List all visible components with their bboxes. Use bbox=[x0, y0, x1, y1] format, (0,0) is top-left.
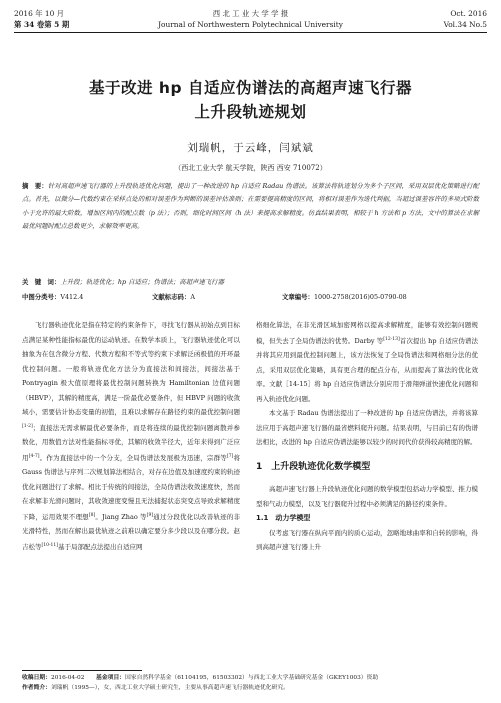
right-text-1: 格细化算法，在非光滑区域加密网格以提高求解精度，能够有效控制问题规模，但失去了全局伪谱法的优势。Darby 等 bbox=[256, 321, 478, 345]
keywords bbox=[22, 276, 479, 288]
intro-paragraph bbox=[22, 318, 240, 555]
journal-name-cn: 西 北 工 业 大 学 学 报 bbox=[212, 9, 289, 18]
header-date: 2016 年 10 月 bbox=[14, 9, 65, 18]
header-right bbox=[444, 8, 487, 30]
body-column-left bbox=[22, 318, 240, 555]
model-paragraph: 高超声速飞行器上升段轨迹优化问题的数学模型包括动力学模型、推力模型和气动力模型，以及飞行器爬升过程中必须满足的路径约束条件。 bbox=[256, 485, 478, 508]
ref-12-13: [12-13] bbox=[383, 336, 400, 342]
journal-name-en: Journal of Northwestern Polytechnical University bbox=[158, 20, 343, 29]
intro-text-3: 。作为直接法中的一个分支，全局伪谱法发展极为迅速，宗群等 bbox=[39, 453, 227, 462]
doc-code-value: A bbox=[190, 293, 195, 301]
author-bio-label: 作者简介： bbox=[22, 685, 51, 691]
header-rule bbox=[14, 32, 487, 33]
footnote bbox=[22, 673, 479, 693]
intro-text-6: 通过分段优化以改善轨迹的非光滑特性，然而在解出最优轨迹之前难以确定要分多少段以及在哪分段。赵吉松等 bbox=[22, 512, 241, 552]
ref-10-11: [10-11] bbox=[41, 542, 58, 548]
author-bio-text: 刘瑞帆（1995—），女，西北工业大学硕士研究生，主要从事高超声速飞行器轨迹优化研究。 bbox=[51, 685, 289, 691]
intro-text-4: 将 Gauss 伪谱法与序列二次规划算法相结合，对存在边值及加速度约束的轨迹优化问题进行了求解。相比于传统的间接法，全局伪谱法收敛速度快，然而在求解非光滑问题时，其收敛速度变慢且无法捕捉状态突变点导致求解精度下降，运用效果不理想 bbox=[22, 453, 241, 521]
header-date-en: Oct. 2016 bbox=[450, 9, 487, 18]
keywords-label: 关 键 词： bbox=[22, 278, 61, 286]
intro-text-2: ；直接法无需求解最优必要条件，而是将连续的最优控制问题离散并参数化，用数值方法对性能指标寻优，其解的收敛半径大，近年来得到广泛应用 bbox=[22, 423, 240, 462]
intro-text-5: 。Jiang Zhao 等 bbox=[95, 512, 147, 521]
footnote-line-2 bbox=[22, 683, 479, 693]
fund-label: 基金项目： bbox=[96, 675, 126, 681]
contribution-paragraph: 本文基于 Radau 伪谱法提出了一种改进的 hp 自适应伪谱法，并将该算法应用于高超声速飞行器的最省燃料爬升问题。结果表明，与目前已有的伪谱法相比，改进的 hp 自适应伪谱法能够以较少的时间代价获得较高精度的解。 bbox=[256, 409, 478, 447]
footnote-rule bbox=[22, 670, 142, 671]
ref-7: [7] bbox=[226, 453, 234, 459]
ref-1-2: [1-2] bbox=[22, 423, 33, 429]
received-label: 收稿日期： bbox=[22, 675, 51, 681]
subsection-heading-1-1: 1.1 动力学模型 bbox=[256, 514, 311, 523]
header-volume: 第 34 卷第 5 期 bbox=[14, 20, 70, 29]
paper-title bbox=[0, 76, 501, 124]
classification-line bbox=[22, 291, 479, 303]
title-line-2: 上升段轨迹规划 bbox=[194, 103, 307, 121]
header-volume-en: Vol.34 No.5 bbox=[443, 20, 487, 29]
abstract-label: 摘 要： bbox=[22, 182, 48, 190]
title-line-1: 基于改进 hp 自适应伪谱法的高超声速飞行器 bbox=[89, 79, 412, 97]
body-column-right bbox=[256, 318, 478, 555]
ref-9: [9] bbox=[146, 512, 154, 518]
keywords-text: 上升段；轨迹优化；hp 自适应；伪谱法；高超声速飞行器 bbox=[60, 278, 224, 286]
ref-4-7: [4-7] bbox=[28, 453, 40, 459]
intro-continued bbox=[256, 318, 478, 406]
intro-text-7: 基于局部配点法提出自适应网 bbox=[57, 543, 143, 552]
authors: 刘瑞帆，于云峰，闫斌斌 bbox=[187, 142, 314, 154]
fund-text: 国家自然科学基金（61104195，61503302）与西北工业大学基础研究基金（GKEY1003）资助 bbox=[125, 675, 379, 681]
running-header bbox=[14, 8, 487, 48]
right-text-2: 首次提出 hp 自适应伪谱法并将其应用到最优控制问题上，该方法恢复了全局伪谱法和网格细分法的优点，采用双层优化策略，具有更合理的配点分布，从而提高了算法的优化效率。文献［14-15］将 hp 自适应伪谱法分别应用于滑翔弹道快速优化问题和再入轨迹优化问题。 bbox=[256, 336, 479, 403]
dynamics-paragraph: 仅考虑飞行器在纵向平面内的质心运动，忽略地球曲率和自转的影响，得到高超声速飞行器上升 bbox=[256, 528, 478, 552]
article-no-value: 1000-2758(2016)05-0790-08 bbox=[313, 293, 407, 301]
clc-value: V412.4 bbox=[60, 293, 84, 301]
ref-8: [8] bbox=[88, 512, 96, 518]
abstract bbox=[22, 180, 479, 234]
abstract-text: 针对高超声速飞行器的上升段轨迹优化问题，提出了一种改进的 hp 自适应 Radau 伪谱法。该算法将轨迹划分为多个子区间，采用双层优化策略进行配点。首先，以微分—代数约束在采样点处的相对误差作为判断的误差评估准则；在需要提高精度的区间，将相对误差作为迭代判据，当超过误差容许的多项式阶数小于允许的最大阶数，增加区间内的配点数（p 法）；否则，细化时间区间（h 法）来提高求解精度。仿真结果表明，相较于 h 方法和 p 方法，文中的算法在求解最优问题时配点总数更少，求解效率更高。 bbox=[22, 182, 479, 231]
doc-code-label: 文献标志码： bbox=[152, 293, 191, 301]
affiliation: （西北工业大学 航天学院，陕西 西安 710072） bbox=[174, 164, 327, 172]
article-no-label: 文章编号： bbox=[282, 293, 314, 301]
footnote-line-1 bbox=[22, 673, 479, 683]
section-heading-1: 1 上升段轨迹优化数学模型 bbox=[256, 461, 371, 472]
received-date: 2016-04-02 bbox=[51, 675, 85, 681]
clc-label: 中图分类号： bbox=[22, 293, 61, 301]
intro-text-1: 飞行器轨迹优化是指在特定的约束条件下，寻找飞行器从初始点到目标点满足某种性能指标最优的运动轨迹。在数学本质上，飞行器轨迹优化可以抽象为在包含微分方程、代数方程和不等式等约束下求解泛函极值的开环最优控制问题。一般将轨迹优化方法分为直接法和间接法，间接法基于 Pontryagin 极大值原理将最优控制问题转换为 Hamiltonian 边值问题（HBVP），其解的精度高，满足一阶最优必要条件，但 HBVP 问题的收敛域小，需要估计协态变量的初值，且难以求解存在路径约束的最优控制问题 bbox=[22, 321, 240, 416]
header-center bbox=[14, 8, 487, 30]
